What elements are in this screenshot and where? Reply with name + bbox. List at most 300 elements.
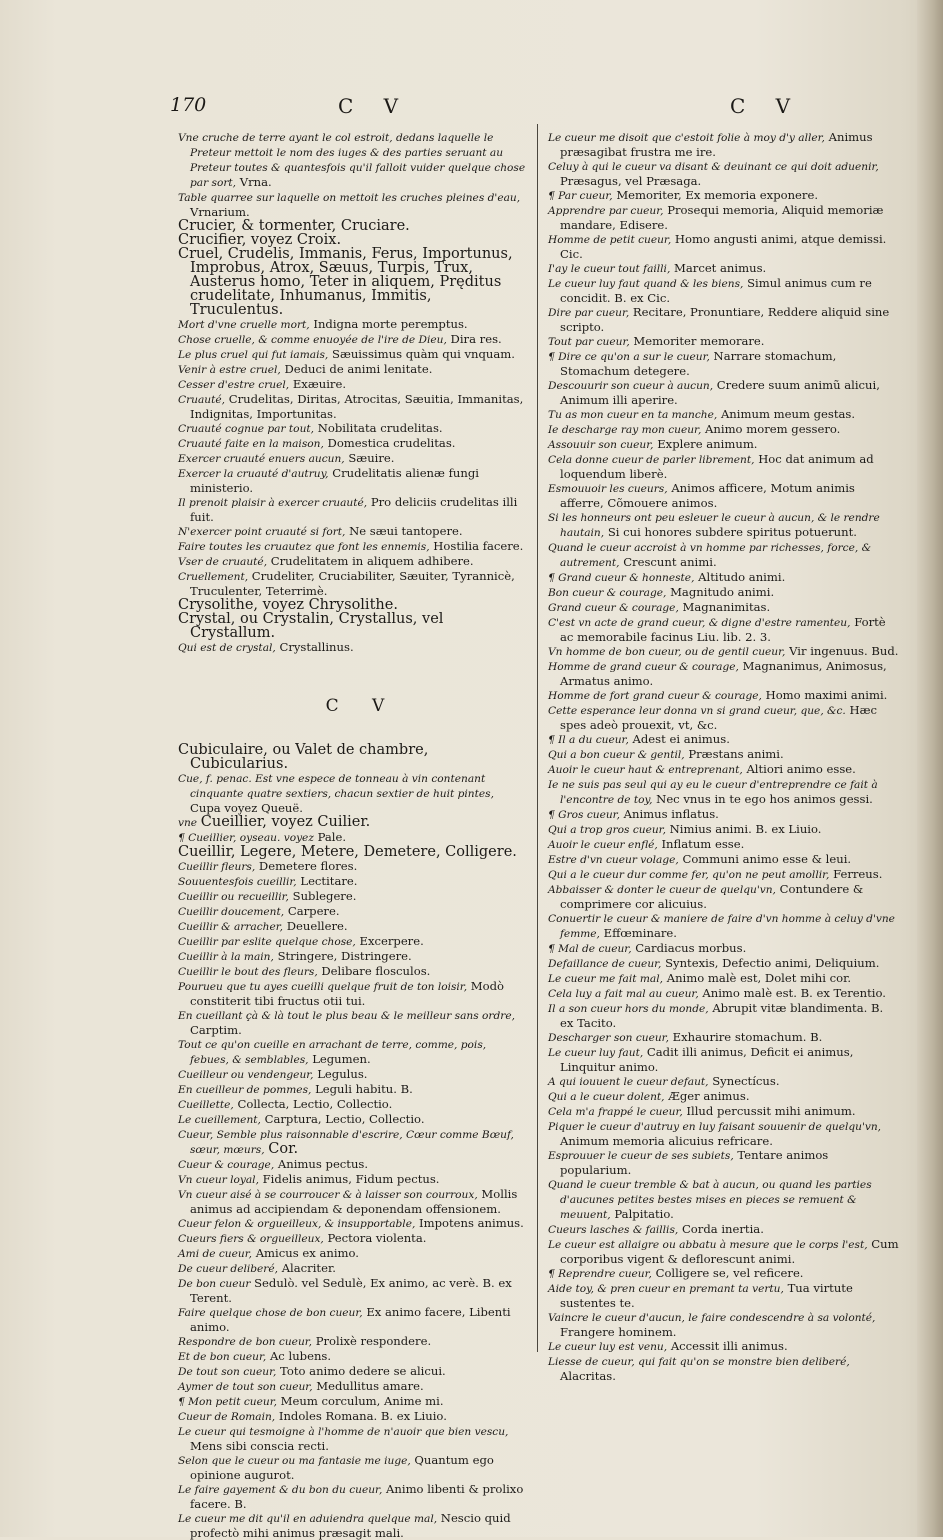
french-phrase: Vser de cruauté, [178,556,268,568]
dictionary-entry [548,378,900,407]
dictionary-entry [548,130,900,159]
dictionary-entry [178,569,526,598]
running-header [170,94,896,120]
latin-equivalent: Legumen. [312,1052,371,1066]
french-phrase: ¶ Par cueur, [548,190,613,202]
latin-equivalent: Meum corculum, Anime mi. [280,1394,444,1408]
french-phrase: Esmouuoir les cueurs, [548,483,668,495]
dictionary-entry [178,1187,526,1216]
french-phrase: Defaillance de cueur, [548,958,662,970]
latin-equivalent: Homo angusti animi, atque demissi. Cic. [560,232,887,261]
latin-equivalent: Prosequi memoria, Aliquid memoriæ mandare, Edisere. [560,203,884,232]
latin-equivalent: Crudeliter, Cruciabiliter, Sæuiter, Tyrannicè, Truculenter, Teterrimè. [190,569,515,598]
french-phrase: Piquer le cueur d'autruy en luy faisant souuenir de quelqu'vn, [548,1121,882,1133]
dictionary-entry [548,349,900,378]
latin-equivalent: Mens sibi conscia recti. [190,1439,329,1453]
french-phrase: Cueillir & arracher, [178,921,284,933]
french-phrase: Le cueur est allaigre ou abbatu à mesure que le corps l'est, [548,1239,868,1251]
running-head-right: C V [730,94,803,118]
dictionary-entry [548,911,900,941]
latin-equivalent: Cruel, Crudelis, Immanis, Ferus, Importunus, Improbus, Atrox, Sæuus, Turpis, Trux, Austerus homo, Teter in aliquem, Pręditus crudelitate, Inhumanus, Immitis, Truculentus. [178,246,513,318]
dictionary-entry [548,971,900,986]
french-phrase: En cueillant çà & là tout le plus beau & le meilleur sans ordre, [178,1010,515,1022]
french-phrase: Ie ne suis pas seul qui ay eu le cueur d'entreprendre ce fait à l'encontre de toy, [548,779,878,806]
dictionary-entry [548,261,900,276]
french-phrase: Pourueu que tu ayes cueilli quelque fruit de ton loisir, [178,981,468,993]
latin-equivalent: Crucifier, voyez Croix. [178,232,342,248]
french-phrase: Quand le cueur tremble & bat à aucun, ou quand les parties d'aucunes petites bestes mises en pieces se remuent & meuuent, [548,1179,872,1221]
french-phrase: Vne cruche de terre ayant le col estroit, dedans laquelle le Preteur mettoit le nom des iuges & des parties seruant au Preteur toutes & quantesfois qu'il falloit vuider quelque chose par sort, [178,132,526,189]
latin-equivalent: Explere animum. [657,437,758,451]
dictionary-entry [178,554,526,569]
dictionary-entry [178,539,526,554]
latin-equivalent: Crudelitatis alienæ fungi ministerio. [190,466,479,495]
dictionary-entry [178,612,526,640]
dictionary-entry [178,451,526,466]
french-phrase: Cruauté, [178,394,226,406]
french-phrase: Aide toy, & pren cueur en premant ta vertu, [548,1283,784,1295]
french-phrase: Tout par cueur, [548,336,630,348]
latin-equivalent: Nimius animi. B. ex Liuio. [669,822,822,836]
latin-equivalent: Tentare animos popularium. [560,1148,829,1177]
french-phrase: vne [178,817,198,829]
latin-equivalent: Vir ingenuus. Bud. [789,644,899,658]
french-phrase: Descouurir son cueur à aucun, [548,380,714,392]
dictionary-entry [548,1030,900,1045]
french-phrase: Cueur de Romain, [178,1411,276,1423]
french-phrase: Faire quelque chose de bon cueur, [178,1307,363,1319]
french-phrase: Assouuir son cueur, [548,439,654,451]
latin-equivalent: Ac lubens. [269,1349,332,1363]
latin-equivalent: Altitudo animi. [698,570,786,584]
french-phrase: Liesse de cueur, qui fait qu'on se monstre bien deliberé, [548,1356,850,1368]
french-phrase: Cueillir doucement, [178,906,285,918]
french-phrase: Le cueur luy est venu, [548,1341,668,1353]
dictionary-entry [548,305,900,334]
french-phrase: Cue, f. penac. Est vne espece de tonneau à vin contenant cinquante quatre sextiers, chacun sextier de huit pintes, [178,773,494,800]
dictionary-entry [548,600,900,615]
dictionary-entry [548,688,900,703]
french-phrase: Chose cruelle, & comme enuoyée de l'ire de Dieu, [178,334,447,346]
dictionary-entry [178,421,526,436]
french-phrase: ¶ Mon petit cueur, [178,1396,277,1408]
latin-equivalent: Cum corporibus vigent & deflorescunt animi. [560,1237,899,1266]
french-phrase: Homme de fort grand cueur & courage, [548,690,762,702]
french-phrase: Le cueur me dit qu'il en aduiendra quelque mal, [178,1513,438,1525]
dictionary-entry [548,941,900,956]
french-phrase: Homme de petit cueur, [548,234,672,246]
french-phrase: Le cueur luy faut, [548,1047,644,1059]
latin-equivalent: Colligere se, vel reficere. [655,1266,804,1280]
dictionary-entry [178,362,526,377]
latin-equivalent: Inflatum esse. [661,837,745,851]
latin-equivalent: Quantum ego opinione augurot. [190,1453,494,1482]
latin-equivalent: Crystallinus. [279,640,354,654]
dictionary-entry [548,1339,900,1354]
latin-equivalent: Animus inflatus. [623,807,719,821]
french-phrase: ¶ Dire ce qu'on a sur le cueur, [548,351,710,363]
dictionary-entry [548,703,900,732]
dictionary-entry [178,436,526,451]
dictionary-entry [548,585,900,600]
latin-equivalent: Animo libenti & prolixo facere. B. [190,1482,524,1511]
latin-equivalent: Æger animus. [668,1089,750,1103]
french-phrase: Souuentesfois cueillir, [178,876,297,888]
dictionary-entry [548,1148,900,1177]
dictionary-entry [178,1246,526,1261]
french-phrase: De bon cueur [178,1278,251,1290]
french-phrase: ¶ Gros cueur, [548,809,620,821]
dictionary-entry [178,1172,526,1187]
french-phrase: Cela luy a fait mal au cueur, [548,988,699,1000]
latin-equivalent: Animus præsagibat frustra me ire. [560,130,873,159]
dictionary-entry [548,986,900,1001]
latin-equivalent: Indigna morte peremptus. [313,317,468,331]
latin-equivalent: Sæuire. [348,451,395,465]
french-phrase: Cueur felon & orgueilleux, & insupportable, [178,1218,416,1230]
right-column-entries [548,130,900,1383]
dictionary-entry [548,1177,900,1222]
dictionary-entry [178,874,526,889]
latin-equivalent: Hæc spes adeò prouexit, vt, &c. [560,703,877,732]
dictionary-entry [178,317,526,332]
dictionary-entry [548,1222,900,1237]
latin-equivalent: Cadit illi animus, Deficit ei animus, Linquitur animo. [560,1045,854,1074]
dictionary-entry [548,867,900,882]
french-phrase: Vaincre le cueur d'aucun, le faire condescendre à sa volonté, [548,1312,876,1324]
dictionary-entry [178,1453,526,1482]
dictionary-entry [548,188,900,203]
dictionary-entry [548,570,900,585]
dictionary-entry [548,1104,900,1119]
latin-equivalent: Accessit illi animus. [670,1339,788,1353]
dictionary-entry [178,1424,526,1453]
latin-equivalent: Magnitudo animi. [670,585,775,599]
dictionary-entry [548,615,900,644]
latin-equivalent: Corda inertia. [681,1222,764,1236]
dictionary-entry [548,644,900,659]
french-phrase: A qui iouuent le cueur defaut, [548,1076,709,1088]
french-phrase: C'est vn acte de grand cueur, & digne d'estre ramenteu, [548,617,851,629]
latin-equivalent: Crudelitatem in aliquem adhibere. [270,554,474,568]
latin-equivalent: Medullitus amare. [316,1379,424,1393]
french-phrase: Apprendre par cueur, [548,205,664,217]
latin-equivalent: Animus pectus. [277,1157,369,1171]
dictionary-entry [178,332,526,347]
french-phrase: Le faire gayement & du bon du cueur, [178,1484,383,1496]
french-phrase: Selon que le cueur ou ma fantasie me iuge, [178,1455,411,1467]
dictionary-entry [548,510,900,540]
dictionary-entry [178,919,526,934]
latin-equivalent: Effœminare. [603,926,677,940]
french-phrase: ¶ Mal de cueur, [548,943,632,955]
dictionary-entry [548,1281,900,1310]
french-phrase: Bon cueur & courage, [548,587,667,599]
dictionary-entry [178,640,526,655]
dictionary-entry [548,159,900,188]
latin-equivalent: Hoc dat animum ad loquendum liberè. [560,452,874,481]
french-phrase: Cueillir le bout des fleurs, [178,966,318,978]
dictionary-entry [548,334,900,349]
french-phrase: Tout ce qu'on cueille en arrachant de terre, comme, pois, febues, & semblables, [178,1039,487,1066]
dictionary-entry [548,232,900,261]
latin-equivalent: Exæuire. [292,377,347,391]
latin-equivalent: Animo malè est, Dolet mihi cor. [666,971,852,985]
french-phrase: Ie descharge ray mon cueur, [548,424,702,436]
latin-equivalent: Carptim. [190,1023,242,1037]
french-phrase: Exercer la cruauté d'autruy, [178,468,329,480]
dictionary-entry [178,934,526,949]
latin-equivalent: Cardiacus morbus. [635,941,747,955]
dictionary-entry [548,762,900,777]
latin-equivalent: Narrare stomachum, Stomachum detegere. [560,349,837,378]
french-phrase: Cela m'a frappé le cueur, [548,1106,683,1118]
french-phrase: Abbaisser & donter le cueur de quelqu'vn, [548,884,776,896]
latin-equivalent: Simul animus cum re concidit. B. ex Cic. [560,276,872,305]
dictionary-entry [178,771,526,815]
latin-equivalent: Pro deliciis crudelitas illi fuit. [190,495,518,524]
french-phrase: Respondre de bon cueur, [178,1336,313,1348]
dictionary-entry [178,889,526,904]
french-phrase: Dire par cueur, [548,307,630,319]
dictionary-entry [178,1364,526,1379]
latin-equivalent: Crudelitas, Diritas, Atrocitas, Sæuitia, Immanitas, Indignitas, Importunitas. [190,392,524,421]
latin-equivalent: Præsagus, vel Præsaga. [560,174,702,188]
latin-equivalent: Nec vnus in te ego hos animos gessi. [656,792,873,806]
dictionary-entry [548,1045,900,1074]
french-phrase: Esprouuer le cueur de ses subiets, [548,1150,734,1162]
dictionary-entry [178,524,526,539]
dictionary-entry [178,1067,526,1082]
latin-equivalent: Cor. [268,1141,299,1157]
latin-equivalent: Animo malè est. B. ex Terentio. [702,986,886,1000]
french-phrase: Qui a le cueur dur comme fer, qu'on ne peut amollir, [548,869,830,881]
dictionary-entry [548,276,900,305]
latin-equivalent: Carpere. [287,904,340,918]
latin-equivalent: Fortè ac memorabile facinus Liu. lib. 2. 3. [560,615,886,644]
latin-equivalent: Legulus. [317,1067,368,1081]
french-phrase: Le cueur qui tesmoigne à l'homme de n'auoir que bien vescu, [178,1426,509,1438]
latin-equivalent: Prolixè respondere. [315,1334,432,1348]
french-phrase: Homme de grand cueur & courage, [548,661,739,673]
french-phrase: Cueurs lasches & faillis, [548,1224,679,1236]
dictionary-entry [178,247,526,317]
french-phrase: Quand le cueur accroist à vn homme par richesses, force, & autrement, [548,542,872,569]
french-phrase: Le plus cruel qui fut iamais, [178,349,329,361]
latin-equivalent: Mollis animus ad accipiendam & deponendam offensionem. [190,1187,518,1216]
latin-equivalent: Frangere hominem. [560,1325,677,1339]
french-phrase: Vn cueur aisé à se courroucer & à laisser son courroux, [178,1189,478,1201]
dictionary-entry [548,1310,900,1339]
latin-equivalent: Exhaurire stomachum. B. [672,1030,823,1044]
latin-equivalent: Vrnarium. [190,205,250,219]
latin-equivalent: Magnanimitas. [682,600,771,614]
french-phrase: Cueillir par eslite quelque chose, [178,936,356,948]
latin-equivalent: Crystal, ou Crystalin, Crystallus, vel Crystallum. [178,611,444,641]
latin-equivalent: Animo morem gessero. [705,422,841,436]
french-phrase: Table quarree sur laquelle on mettoit les cruches pleines d'eau, [178,192,521,204]
latin-equivalent: Cueillier, voyez Cuilier. [200,814,371,830]
latin-equivalent: Domestica crudelitas. [327,436,456,450]
latin-equivalent: Præstans animi. [688,747,784,761]
dictionary-entry [548,732,900,747]
dictionary-entry [178,1511,526,1540]
dictionary-entry [178,1261,526,1276]
french-phrase: En cueilleur de pommes, [178,1084,312,1096]
running-head-left: C V [338,94,411,118]
dictionary-entry [178,1037,526,1067]
french-phrase: Qui a bon cueur & gentil, [548,749,685,761]
latin-equivalent: Sedulò. vel Sedulè, Ex animo, ac verè. B. ex Terent. [190,1276,512,1305]
dictionary-entry [178,1127,526,1157]
french-phrase: Cueillette, [178,1099,234,1111]
french-phrase: Cueillir ou recueillir, [178,891,289,903]
dictionary-entry [178,1112,526,1127]
latin-equivalent: Deduci de animi lenitate. [284,362,433,376]
right-column [548,130,900,1383]
latin-equivalent: Contundere & comprimere cor alicuius. [560,882,864,911]
latin-equivalent: Animum meum gestas. [720,407,856,421]
latin-equivalent: Lectitare. [300,874,358,888]
french-phrase: Ami de cueur, [178,1248,252,1260]
dictionary-entry [548,1089,900,1104]
french-phrase: ¶ Grand cueur & honneste, [548,572,695,584]
french-phrase: ¶ Il a du cueur, [548,734,629,746]
dictionary-entry [178,845,526,859]
french-phrase: Cesser d'estre cruel, [178,379,290,391]
dictionary-entry [548,1237,900,1266]
dictionary-entry [178,859,526,874]
dictionary-entry [178,949,526,964]
french-phrase: Cueillir fleurs, [178,861,256,873]
french-phrase: N'exercer point cruauté si fort, [178,526,346,538]
dictionary-entry [548,203,900,232]
dictionary-entry [548,481,900,510]
french-phrase: Vn homme de bon cueur, ou de gentil cueur, [548,646,786,658]
dictionary-entry [548,747,900,762]
dictionary-entry [548,407,900,422]
french-phrase: De tout son cueur, [178,1366,277,1378]
dictionary-entry [178,815,526,830]
dictionary-entry [548,837,900,852]
dictionary-entry [548,422,900,437]
french-phrase: Cueur & courage, [178,1159,275,1171]
dictionary-entry [548,852,900,867]
french-phrase: De cueur deliberé, [178,1263,278,1275]
dictionary-entry [178,1305,526,1334]
french-phrase: Il a son cueur hors du monde, [548,1003,709,1015]
latin-equivalent: Impotens animus. [419,1216,524,1230]
dictionary-entry [178,219,526,233]
french-phrase: Il prenoit plaisir à exercer cruauté, [178,497,368,509]
dictionary-entry [178,1349,526,1364]
latin-equivalent: Hostilia facere. [433,539,524,553]
dictionary-entry [178,1334,526,1349]
dictionary-entry [548,1119,900,1148]
dictionary-entry [178,190,526,219]
french-phrase: Auoir le cueur haut & entreprenant, [548,764,743,776]
dictionary-entry [178,466,526,495]
latin-equivalent: Altiori animo esse. [746,762,856,776]
dictionary-entry [548,882,900,911]
dictionary-entry [178,598,526,612]
latin-equivalent: Sæuissimus quàm qui vnquam. [332,347,515,361]
latin-equivalent: Syntexis, Defectio animi, Deliquium. [665,956,880,970]
latin-equivalent: Crescunt animi. [623,555,717,569]
latin-equivalent: Modò constiterit tibi fructus otii tui. [190,979,505,1008]
latin-equivalent: Alacritas. [560,1369,616,1383]
latin-equivalent: Tua virtute sustentes te. [560,1281,853,1310]
french-phrase: Venir à estre cruel, [178,364,281,376]
dictionary-entry [178,1082,526,1097]
french-phrase: Cruauté cognue par tout, [178,423,315,435]
french-phrase: ¶ Cueillier, oyseau. voyez [178,832,314,844]
dictionary-entry [548,1354,900,1383]
latin-equivalent: Demetere flores. [258,859,358,873]
french-phrase: Qui est de crystal, [178,642,276,654]
french-phrase: Celuy à qui le cueur va disant & deuinant ce qui doit aduenir, [548,161,879,173]
dictionary-entry [548,1266,900,1281]
dictionary-entry [178,233,526,247]
dictionary-entry [548,956,900,971]
latin-equivalent: Deuellere. [286,919,348,933]
french-phrase: Descharger son cueur, [548,1032,669,1044]
latin-equivalent: Ferreus. [833,867,883,881]
french-phrase: Cueilleur ou vendengeur, [178,1069,314,1081]
french-phrase: Faire toutes les cruautez que font les ennemis, [178,541,430,553]
latin-equivalent: Nobilitata crudelitas. [317,421,443,435]
column-rule [537,124,538,1352]
latin-equivalent: Dira res. [450,332,502,346]
dictionary-entry [178,1482,526,1511]
french-phrase: Cueur, Semble plus raisonnable d'escrire, Cœur comme Bœuf, sœur, mœurs, [178,1129,514,1156]
dictionary-entry [178,964,526,979]
dictionary-entry [548,540,900,570]
french-phrase: Conuertir le cueur & maniere de faire d'vn homme à celuy d'vne femme, [548,913,895,940]
dictionary-entry [178,1409,526,1424]
left-column-entries-2 [178,743,526,1540]
left-column-entries [178,130,526,655]
dictionary-entry [178,1379,526,1394]
latin-equivalent: Pale. [317,830,347,844]
latin-equivalent: Ex animo facere, Libenti animo. [190,1305,511,1334]
latin-equivalent: Credere suum animũ alicui, Animum illi aperire. [560,378,880,407]
section-heading: C V [325,696,399,716]
latin-equivalent: Cupa voyez Queuë. [190,801,303,815]
french-phrase: Mort d'vne cruelle mort, [178,319,310,331]
french-phrase: Tu as mon cueur en ta manche, [548,409,718,421]
dictionary-entry [178,1008,526,1037]
french-phrase: Vn cueur loyal, [178,1174,259,1186]
latin-equivalent: Ne sæui tantopere. [349,524,463,538]
latin-equivalent: Illud percussit mihi animum. [686,1104,856,1118]
latin-equivalent: Recitare, Pronuntiare, Reddere aliquid sine scripto. [560,305,890,334]
french-phrase: Si les honneurs ont peu esleuer le cueur à aucun, & le rendre hautain, [548,512,880,539]
latin-equivalent: Leguli habitu. B. [315,1082,413,1096]
latin-equivalent: Amicus ex animo. [255,1246,359,1260]
page-edge [917,0,943,1537]
latin-equivalent: Crysolithe, voyez Chrysolithe. [178,597,398,613]
french-phrase: Qui a le cueur dolent, [548,1091,665,1103]
dictionary-entry [178,130,526,190]
french-phrase: Grand cueur & courage, [548,602,679,614]
french-phrase: Cela donne cueur de parler librement, [548,454,755,466]
dictionary-entry [548,807,900,822]
dictionary-entry [178,1231,526,1246]
latin-equivalent: Memoriter memorare. [633,334,765,348]
french-phrase: Cette esperance leur donna vn si grand cueur, que, &c. [548,705,846,717]
dictionary-entry [178,1394,526,1409]
